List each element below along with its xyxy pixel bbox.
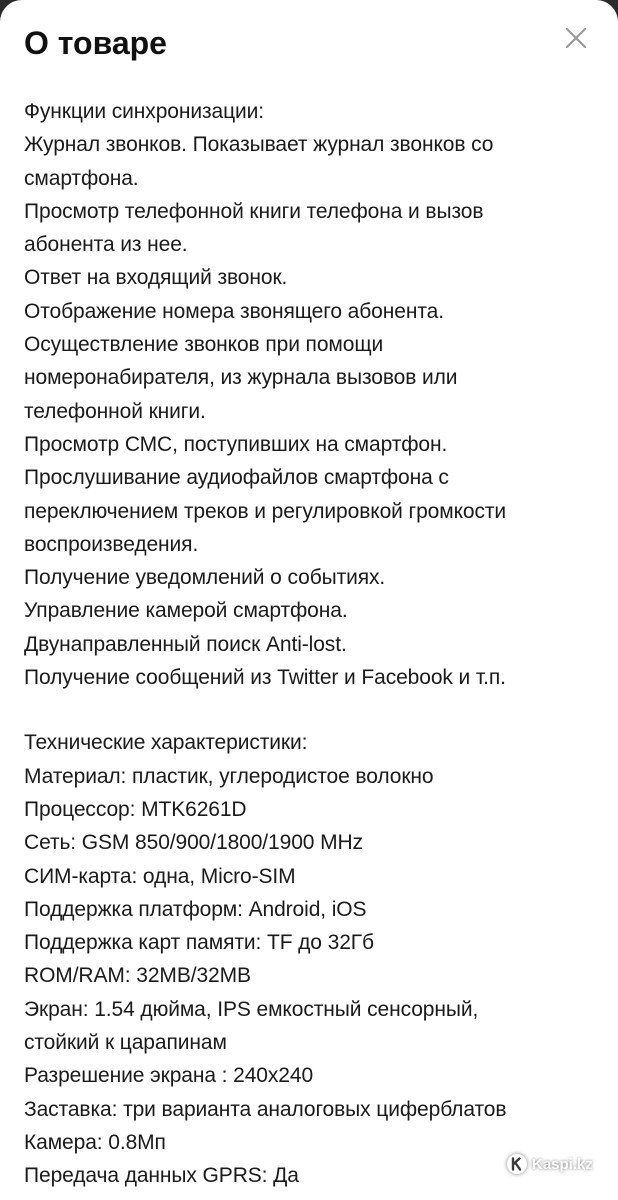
product-description — [24, 95, 604, 1193]
text-line: Отображение номера звонящего абонента. — [24, 299, 444, 323]
text-line: Получение сообщений из Twitter и Facebook и т.п. — [24, 666, 506, 690]
text-line: ROM/RAM: 32MB/32MB — [24, 964, 251, 988]
section-spacer — [24, 694, 604, 726]
close-icon — [560, 22, 592, 54]
text-line: Заставка: три варианта аналоговых циферблатов — [24, 1097, 507, 1121]
text-line: телефонной книги. — [24, 399, 206, 423]
text-line: Сеть: GSM 850/900/1800/1900 MHz — [24, 831, 363, 855]
text-line: Просмотр СМС, поступивших на смартфон. — [24, 432, 448, 456]
text-line: номеронабирателя, из журнала вызовов или — [24, 366, 458, 390]
tech-specs-section — [24, 726, 604, 1192]
text-line: стойкий к царапинам — [24, 1031, 227, 1055]
text-line: Двунаправленный поиск Anti-lost. — [24, 632, 347, 656]
text-line: абонента из нее. — [24, 233, 188, 257]
sync-functions-section — [24, 95, 604, 694]
text-line: Передача данных GPRS: Да — [24, 1164, 299, 1188]
text-line: Прослушивание аудиофайлов смартфона с — [24, 466, 449, 490]
text-line: Поддержка карт памяти: TF до 32Гб — [24, 931, 374, 955]
text-line: Осуществление звонков при помощи — [24, 333, 384, 357]
text-line: Ответ на входящий звонок. — [24, 266, 288, 290]
text-line: Поддержка платформ: Android, iOS — [24, 897, 367, 921]
text-line: Материал: пластик, углеродистое волокно — [24, 764, 434, 788]
text-line: Функции синхронизации: — [24, 100, 265, 123]
text-line: Получение уведомлений о событиях. — [24, 566, 386, 590]
text-line: переключением треков и регулировкой громкости — [24, 499, 507, 523]
page-title: О товаре — [24, 25, 167, 61]
text-line: СИМ-карта: одна, Micro-SIM — [24, 864, 296, 888]
text-line: Журнал звонков. Показывает журнал звонков со — [24, 133, 494, 157]
text-line: Процессор: MTK6261D — [24, 797, 247, 821]
kaspi-watermark — [506, 1151, 593, 1177]
text-line: Разрешение экрана : 240x240 — [24, 1064, 314, 1088]
text-line: Просмотр телефонной книги телефона и вызов — [24, 199, 484, 223]
text-line: Управление камерой смартфона. — [24, 599, 348, 623]
close-button[interactable] — [560, 22, 592, 54]
text-line: Камера: 0.8Мп — [24, 1130, 166, 1154]
kaspi-logo-icon — [506, 1153, 528, 1175]
text-line: воспроизведения. — [24, 532, 199, 556]
text-line: Экран: 1.54 дюйма, IPS емкостный сенсорный, — [24, 997, 479, 1021]
text-line: Технические характеристики: — [24, 731, 308, 755]
text-line: смартфона. — [24, 166, 139, 190]
watermark-text: Kaspi.kz — [532, 1155, 593, 1173]
